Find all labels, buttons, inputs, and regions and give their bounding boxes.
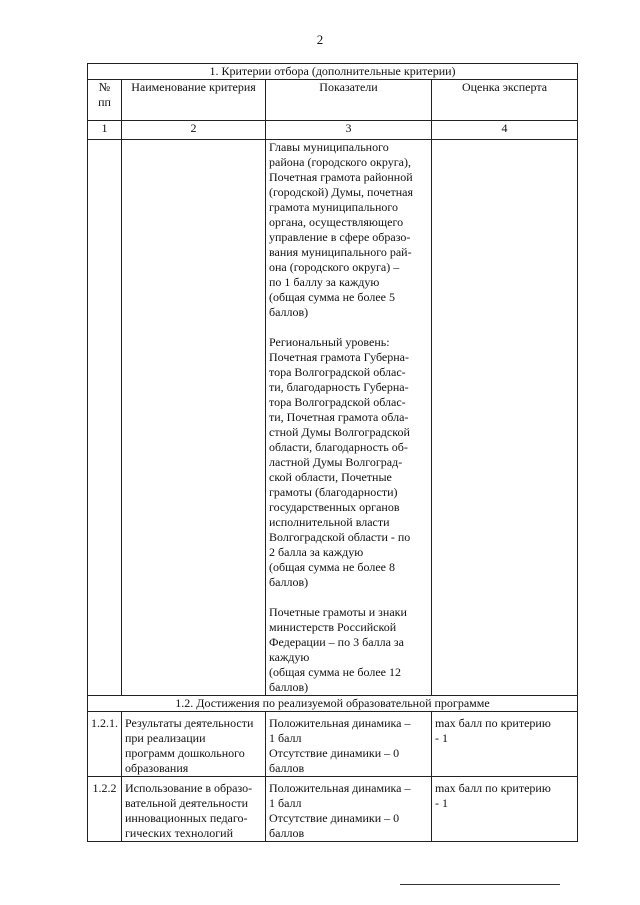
page-number: 2 <box>316 32 324 47</box>
continuation-num-cell <box>88 140 122 696</box>
continuation-expert-cell <box>432 140 578 696</box>
column-number: 3 <box>266 121 432 140</box>
criterion-name: Использование в образо- вательной деятельности инновационных педаго- гических технологий <box>122 777 266 842</box>
column-number: 1 <box>88 121 122 140</box>
header-indicators: Показатели <box>266 80 432 121</box>
header-num: № пп <box>88 80 122 121</box>
column-number: 4 <box>432 121 578 140</box>
header-expert-rating: Оценка эксперта <box>432 80 578 121</box>
section-1-header-row <box>88 64 578 80</box>
table-row <box>88 777 578 842</box>
section-2-title: 1.2. Достижения по реализуемой образовательной программе <box>88 696 578 712</box>
column-number-row <box>88 121 578 140</box>
section-2-header-row <box>88 696 578 712</box>
column-number: 2 <box>122 121 266 140</box>
criterion-expert-rating: max балл по критерию - 1 <box>432 712 578 777</box>
criterion-name: Результаты деятельности при реализации программ дошкольного образования <box>122 712 266 777</box>
criterion-indicators: Положительная динамика – 1 балл Отсутствие динамики – 0 баллов <box>266 712 432 777</box>
continuation-name-cell <box>122 140 266 696</box>
row-number: 1.2.2 <box>88 777 122 842</box>
section-1-title: 1. Критерии отбора (дополнительные критерии) <box>88 64 578 80</box>
criterion-indicators: Положительная динамика – 1 балл Отсутствие динамики – 0 баллов <box>266 777 432 842</box>
criteria-table <box>87 63 578 842</box>
continuation-row <box>88 140 578 696</box>
column-header-row <box>88 80 578 121</box>
table-row <box>88 712 578 777</box>
row-number: 1.2.1. <box>88 712 122 777</box>
criterion-expert-rating: max балл по критерию - 1 <box>432 777 578 842</box>
footer-divider <box>400 884 560 885</box>
header-criterion-name: Наименование критерия <box>122 80 266 121</box>
continuation-indicators-text: Главы муниципального района (городского округа), Почетная грамота районной (городской) Думы, почетная грамота муниципального органа, осуществляющего управление в сфере образо- вания муниципального рай- она (городского округа) – по 1 баллу за каждую (общая сумма не более 5 баллов) Региональный уровень: Почетная грамота Губерна- тора Волгоградской облас- ти, благодарность Губерна- тора Волгоградской облас- ти, Почетная грамота обла- стной Думы Волгоградской области, благодарность об- ластной Думы Волгоград- ской области, Почетные грамоты (благодарности) государственных органов исполнительной власти Волгоградской области - по 2 балла за каждую (общая сумма не более 8 баллов) Почетные грамоты и знаки министерств Российской Федерации – по 3 балла за каждую (общая сумма не более 12 баллов) <box>266 140 432 696</box>
